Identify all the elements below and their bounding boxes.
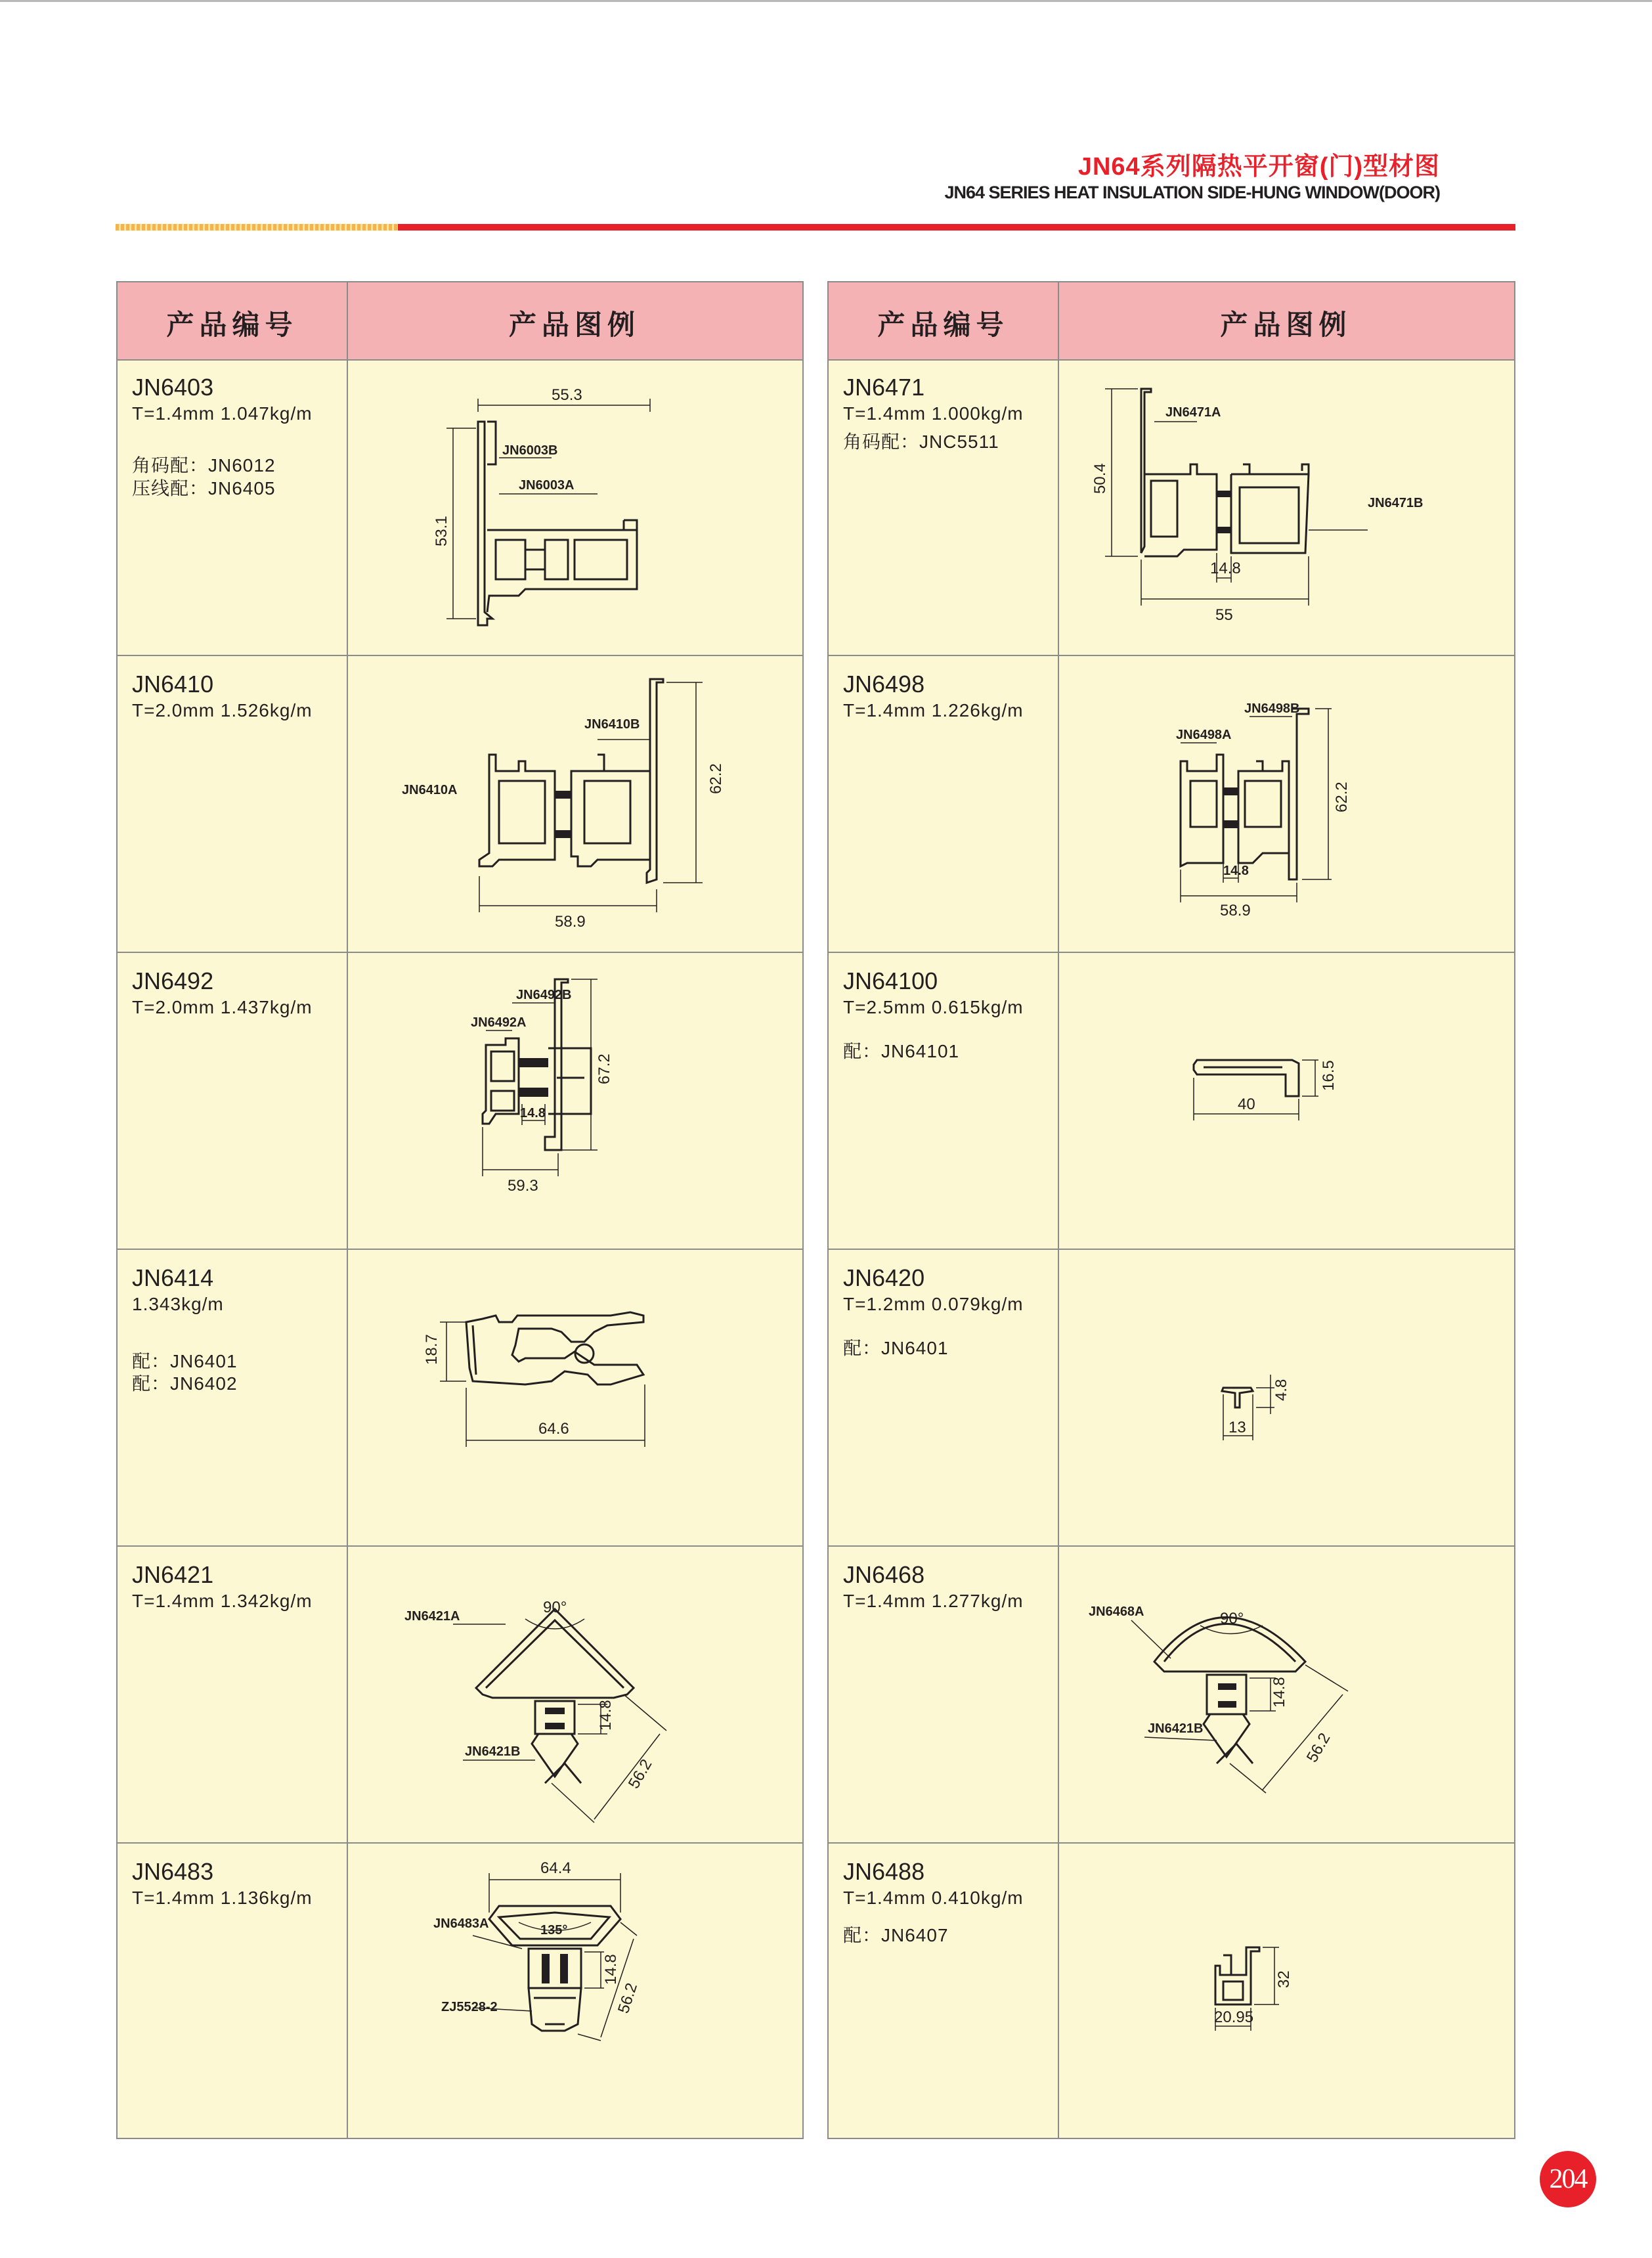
header-product-figure: 产品图例 [1220,309,1352,340]
product-code: JN6420 [843,1264,925,1291]
part-label: JN6421B [465,1744,521,1759]
product-spec: T=2.0mm 1.526kg/m [132,700,313,720]
part-label: ZJ5528-2 [441,2000,498,2014]
dimension-label: 62.2 [707,763,725,794]
header-dotted-bar [116,224,398,231]
dimension-label: 50.4 [1091,463,1109,494]
product-note: 压线配：JN6405 [132,478,276,498]
dimension-label: 16.5 [1320,1060,1337,1091]
dimension-label: 14.8 [602,1954,620,1985]
product-note: 配：JN6402 [132,1373,238,1394]
dimension-label: 13 [1228,1419,1246,1436]
profile-drawing [348,1844,804,2139]
profile-drawing [1059,1547,1515,1842]
product-code: JN6414 [132,1264,214,1291]
part-label: JN6410A [402,783,458,797]
profile-drawing [348,359,804,655]
product-spec: T=1.4mm 1.277kg/m [843,1591,1024,1611]
table-row [118,656,802,953]
product-code: JN6498 [843,671,925,697]
part-label: JN6471A [1165,405,1221,420]
product-spec: T=1.4mm 1.047kg/m [132,403,313,424]
profile-drawing [348,1250,804,1545]
product-code: JN6410 [132,671,214,697]
right-product-table [827,281,1515,2139]
part-label: JN6483A [433,1916,489,1931]
dimension-label: 56.2 [624,1756,656,1792]
part-label: JN6003B [502,443,558,458]
dimension-label: 14.8 [1210,560,1241,577]
product-spec: T=1.4mm 1.000kg/m [843,403,1024,424]
part-label: JN6421A [404,1609,460,1624]
dimension-label: 56.2 [1303,1730,1334,1765]
product-code: JN6468 [843,1561,925,1588]
table-row [829,1547,1514,1844]
part-label: JN6498B [1244,701,1300,716]
angle-label: 90° [1220,1610,1244,1627]
part-label: JN6410B [584,717,640,732]
dimension-label: 58.9 [555,913,586,931]
part-label: JN6468A [1089,1605,1144,1619]
dimension-label: 32 [1275,1970,1293,1988]
product-code: JN6492 [132,967,214,994]
product-note: 配：JN64101 [843,1041,960,1061]
product-spec: T=1.4mm 0.410kg/m [843,1888,1024,1908]
dimension-label: 14.8 [520,1106,546,1120]
product-spec: T=2.0mm 1.437kg/m [132,997,313,1017]
part-label: JN6421B [1148,1721,1204,1736]
angle-label: 90° [543,1599,567,1616]
dimension-label: 40 [1238,1096,1255,1113]
dimension-label: 14.8 [1223,864,1249,878]
table-row [118,1547,802,1844]
product-spec: T=1.4mm 1.136kg/m [132,1888,313,1908]
profile-drawing [1059,656,1515,952]
dimension-label: 58.9 [1220,902,1251,919]
product-code: JN64100 [843,967,938,994]
page-title-cn: JN64系列隔热平开窗(门)型材图 [1077,153,1440,181]
table-row [829,359,1514,656]
dimension-label: 62.2 [1333,782,1351,812]
product-code: JN6421 [132,1561,214,1588]
table-header [118,282,802,361]
left-product-table [116,281,804,2139]
part-label: JN6003A [519,478,575,493]
page-number-badge: 204 [1540,2151,1596,2207]
header-product-figure: 产品图例 [508,309,640,340]
dimension-label: 4.8 [1272,1379,1290,1401]
table-row [829,1844,1514,2140]
table-row [829,656,1514,953]
dimension-label: 56.2 [615,1981,641,2016]
dimension-label: 59.3 [508,1177,538,1195]
dimension-label: 67.2 [596,1053,613,1084]
product-code: JN6403 [132,374,214,401]
dimension-label: 14.8 [1271,1677,1288,1708]
profile-drawing [348,953,804,1249]
product-spec: T=2.5mm 0.615kg/m [843,997,1024,1017]
header-product-code: 产品编号 [877,309,1009,340]
dimension-label: 64.4 [540,1859,571,1877]
dimension-label: 55 [1215,606,1233,624]
dimension-label: 53.1 [433,516,450,546]
dimension-label: 64.6 [538,1420,569,1438]
header-red-bar [398,224,1515,231]
table-row [118,1250,802,1547]
product-code: JN6488 [843,1858,925,1885]
product-spec: T=1.2mm 0.079kg/m [843,1294,1024,1314]
product-code: JN6471 [843,374,925,401]
header-product-code: 产品编号 [166,309,298,340]
table-row [118,1844,802,2140]
profile-drawing [1059,1844,1515,2139]
profile-drawing [1059,359,1515,655]
part-label: JN6492A [471,1015,527,1030]
dimension-label: 20.95 [1214,2008,1254,2026]
part-label: JN6492B [516,988,572,1002]
top-border-line [0,0,1652,2]
product-spec: T=1.4mm 1.342kg/m [132,1591,313,1611]
product-note: 配：JN6401 [843,1338,949,1358]
table-row [829,1250,1514,1547]
product-spec: T=1.4mm 1.226kg/m [843,700,1024,720]
product-code: JN6483 [132,1858,214,1885]
table-row [829,953,1514,1250]
dimension-label: 55.3 [552,386,582,404]
product-note: 配：JN6401 [132,1351,238,1371]
profile-drawing [348,1547,804,1842]
product-note: 角码配：JN6012 [132,455,276,476]
profile-drawing [1059,953,1515,1249]
part-label: JN6471B [1368,496,1424,510]
table-row [118,953,802,1250]
product-note: 角码配：JNC5511 [843,432,999,452]
angle-label: 135° [540,1923,568,1937]
dimension-label: 14.8 [597,1700,615,1731]
profile-drawing [348,656,804,952]
profile-drawing [1059,1250,1515,1545]
product-spec: 1.343kg/m [132,1294,224,1314]
page-title-en: JN64 SERIES HEAT INSULATION SIDE-HUNG WINDOW(DOOR) [944,183,1440,202]
dimension-label: 18.7 [423,1334,441,1365]
product-note: 配：JN6407 [843,1925,949,1945]
table-row [118,359,802,656]
part-label: JN6498A [1176,728,1232,742]
table-header [829,282,1514,361]
